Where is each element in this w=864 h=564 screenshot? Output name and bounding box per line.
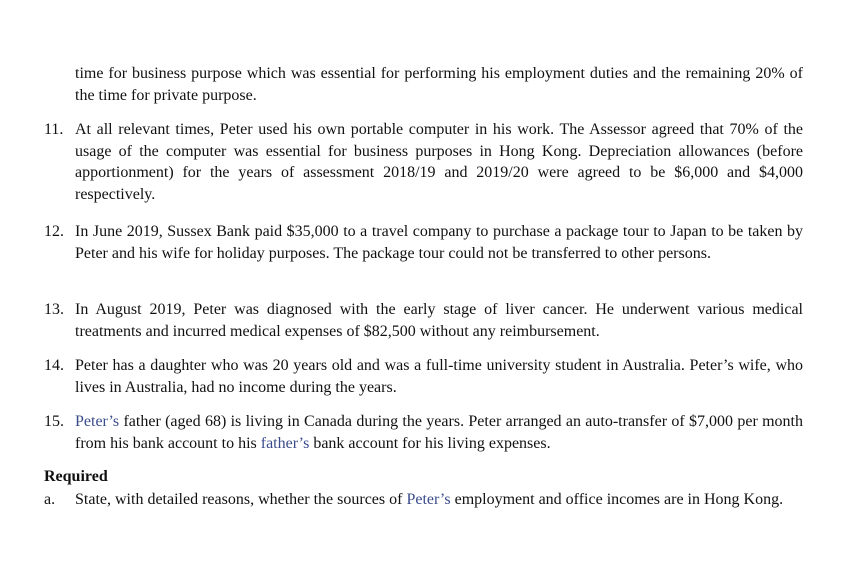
question-text-highlight: Peter’s: [406, 491, 451, 508]
list-item-14: [44, 355, 803, 398]
question-label: a.: [44, 491, 56, 508]
item-text-highlight: Peter’s: [75, 413, 120, 430]
list-item-13: [44, 299, 803, 342]
question-a: [44, 489, 803, 511]
item-number: 14.: [44, 357, 64, 374]
item-text-end: bank account for his living expenses.: [309, 434, 551, 452]
item-text: Peter has a daughter who was 20 years old and was a full-time university student in Australia. Peter’s wife, who lives in Australia, had no income during the years.: [75, 357, 803, 396]
item-number: 13.: [44, 301, 64, 318]
required-heading: Required: [44, 468, 108, 485]
item-number: 15.: [44, 413, 64, 430]
item-text-middle: father (aged 68) is living in Canada during the years. Peter arranged an auto-transfer of $7,000 per month from his bank account to his: [75, 413, 803, 452]
question-text-end: employment and office incomes are in Hong Kong.: [450, 491, 784, 508]
item-text: At all relevant times, Peter used his own portable computer in his work. The Assessor agreed that 70% of the usage of the computer was essential for business purposes in Hong Kong. Depreciation allowances (before apportionment) for the years of assessment 2018/19 and 2019/20 were agreed to be $6,000 and $4,000 respectively.: [75, 121, 803, 203]
item-number: 12.: [44, 223, 64, 240]
list-item-15: [44, 411, 803, 454]
item-text: [75, 411, 803, 454]
list-item-11: [44, 119, 803, 205]
question-text: [75, 489, 803, 511]
item-number: 11.: [44, 121, 64, 138]
list-item-12: [44, 221, 803, 264]
item-text-highlight: father’s: [260, 434, 310, 452]
continuation-paragraph: time for business purpose which was essential for performing his employment duties and the remaining 20% of the time for private purpose.: [75, 65, 803, 104]
item-text: In August 2019, Peter was diagnosed with the early stage of liver cancer. He underwent various medical treatments and incurred medical expenses of $82,500 without any reimbursement.: [75, 301, 803, 340]
item-text: In June 2019, Sussex Bank paid $35,000 to a travel company to purchase a package tour to Japan to be taken by Peter and his wife for holiday purposes. The package tour could not be transferred to other persons.: [75, 223, 803, 262]
question-text-start: State, with detailed reasons, whether the sources of: [75, 491, 407, 508]
